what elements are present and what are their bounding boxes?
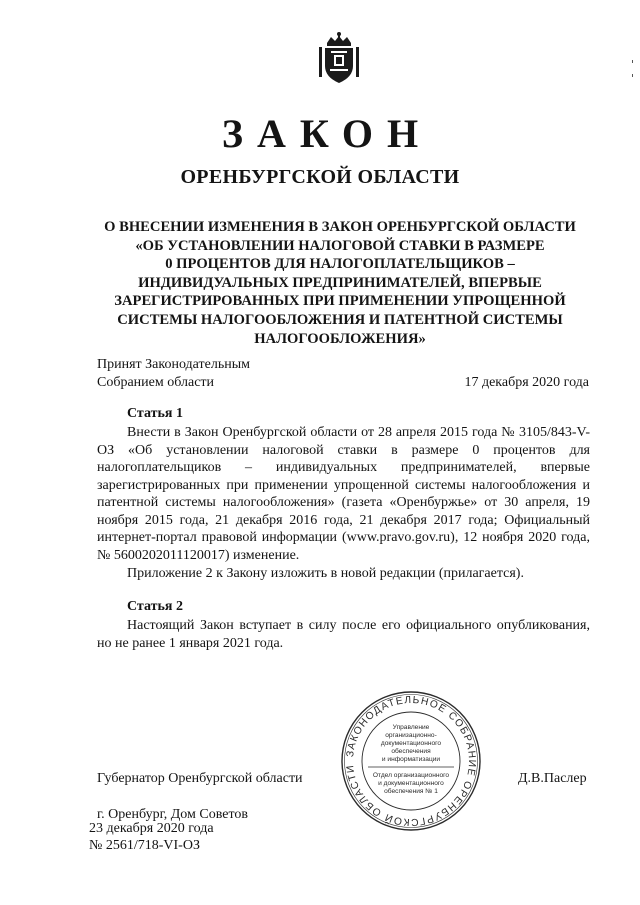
seal-line-7: и документационного — [378, 780, 444, 787]
article-1-paragraph-2: Приложение 2 к Закону изложить в новой редакции (прилагается). — [127, 566, 524, 581]
signing-place: г. Оренбург, Дом Советов — [97, 807, 248, 822]
seal-line-8: обеспечения № 1 — [384, 788, 438, 795]
seal-line-6: Отдел организационного — [372, 772, 450, 779]
signatory-title: Губернатор Оренбургской области — [97, 771, 303, 786]
seal-line-2: организационно- — [385, 732, 437, 739]
adoption-date: 17 декабря 2020 года — [464, 375, 589, 390]
document-type-title: ЗАКОН — [221, 111, 433, 156]
coat-of-arms-icon — [319, 31, 359, 85]
adoption-note — [97, 356, 250, 392]
signatory-name: Д.В.Паслер — [518, 771, 587, 786]
official-seal-stamp — [340, 690, 482, 832]
seal-line-5: и информатизации — [381, 756, 441, 763]
seal-line-1: Управление — [392, 724, 430, 731]
signing-date: 23 декабря 2020 года — [89, 821, 214, 836]
page-edge-mark — [631, 60, 634, 78]
region-title: ОРЕНБУРГСКОЙ ОБЛАСТИ — [180, 166, 460, 188]
law-number: № 2561/718-VI-ОЗ — [89, 838, 200, 853]
seal-line-3: документационного — [380, 740, 442, 747]
article-1-heading: Статья 1 — [127, 406, 183, 421]
seal-line-4: обеспечения — [391, 748, 431, 755]
article-2-heading: Статья 2 — [127, 599, 183, 614]
adoption-line-1: Принят Законодательным — [97, 357, 250, 372]
adoption-line-2: Собранием области — [97, 375, 215, 390]
law-subject-title: О ВНЕСЕНИИ ИЗМЕНЕНИЯ В ЗАКОН ОРЕНБУРГСКОЙ ОБЛАСТИ «ОБ УСТАНОВЛЕНИИ НАЛОГОВОЙ СТАВКИ В РАЗМЕРЕ 0 ПРОЦЕНТОВ ДЛЯ НАЛОГОПЛАТЕЛЬЩИКОВ – ИНДИВИДУАЛЬНЫХ ПРЕДПРИНИМАТЕЛЕЙ, ВПЕРВЫЕ ЗАРЕГИСТРИРОВАННЫХ ПРИ ПРИМЕНЕНИИ УПРОЩЕННОЙ СИСТЕМЫ НАЛОГООБЛОЖЕНИЯ И ПАТЕНТНОЙ СИСТЕМЫ НАЛОГООБЛОЖЕНИЯ» — [104, 219, 576, 347]
article-1-paragraph-1: Внести в Закон Оренбургской области от 28 апреля 2015 года № 3105/843-V-ОЗ «Об установлении налоговой ставки в размере 0 процентов для налогоплательщиков – индивидуальных предпринимателей, впервые зарегистрированных при применении упрощенной системы налогообложения и патентной системы налогообложения» (газета «Оренбуржье» от 30 апреля, 19 ноября 2015 года, 21 декабря 2016 года, 21 декабря 2017 года; Официальный интернет-портал правовой информации (www.pravo.gov.ru), 12 ноября 2020 года, № 5600202011120017) изменение. — [97, 425, 590, 563]
seal-outer-text: ЗАКОНОДАТЕЛЬНОЕ СОБРАНИЕ ОРЕНБУРГСКОЙ ОБЛАСТИ — [344, 694, 478, 828]
article-2-paragraph-1: Настоящий Закон вступает в силу после его официального опубликования, но не ранее 1 января 2021 года. — [97, 618, 590, 651]
